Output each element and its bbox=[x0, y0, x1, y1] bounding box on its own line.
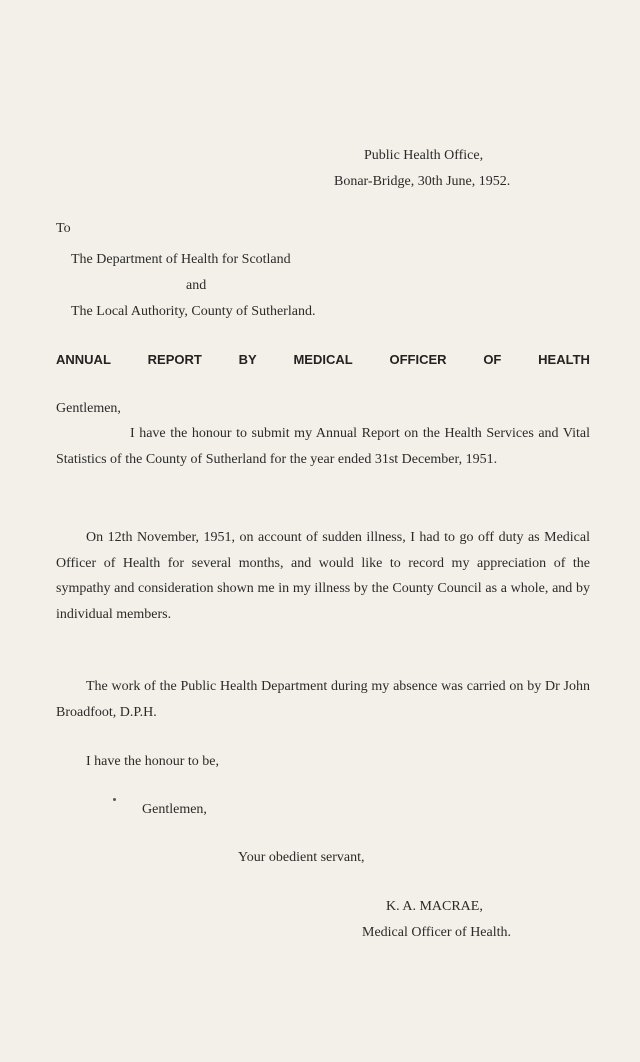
heading-word: HEALTH bbox=[538, 352, 590, 367]
stray-mark bbox=[113, 798, 116, 801]
closing-servant: Your obedient servant, bbox=[238, 850, 365, 865]
signature-title: Medical Officer of Health. bbox=[362, 925, 512, 940]
report-heading bbox=[56, 351, 590, 369]
recipient-department: The Department of Health for Scotland bbox=[71, 252, 291, 267]
signature-name: K. A. MACRAE, bbox=[386, 899, 483, 914]
address-line-office: Public Health Office, bbox=[364, 148, 484, 163]
address-line-date: Bonar-Bridge, 30th June, 1952. bbox=[334, 174, 511, 189]
closing-gentlemen: Gentlemen, bbox=[142, 802, 207, 817]
heading-word: MEDICAL bbox=[293, 352, 353, 367]
recipient-to: To bbox=[56, 221, 71, 236]
paragraph-illness: On 12th November, 1951, on account of sudden illness, I had to go off duty as Medical Officer of Health for several months, and would like to record my appreciation of the sympathy and consideration shown me in my illness by the County Council as a whole, and by individual members. bbox=[56, 530, 590, 622]
heading-word: OFFICER bbox=[389, 352, 447, 367]
recipient-and: and bbox=[186, 278, 207, 293]
heading-word: BY bbox=[238, 352, 257, 367]
recipient-authority: The Local Authority, County of Sutherland. bbox=[71, 304, 316, 319]
heading-word: OF bbox=[483, 352, 502, 367]
heading-word: REPORT bbox=[147, 352, 202, 367]
salutation: Gentlemen, bbox=[56, 401, 121, 416]
paragraph-absence: The work of the Public Health Department during my absence was carried on by Dr John Broadfoot, D.P.H. bbox=[56, 679, 590, 720]
closing-honour: I have the honour to be, bbox=[86, 754, 219, 769]
heading-word: ANNUAL bbox=[56, 352, 111, 367]
paragraph-submission: I have the honour to submit my Annual Report on the Health Services and Vital Statistics of the County of Sutherland for the year ended 31st December, 1951. bbox=[56, 426, 590, 467]
